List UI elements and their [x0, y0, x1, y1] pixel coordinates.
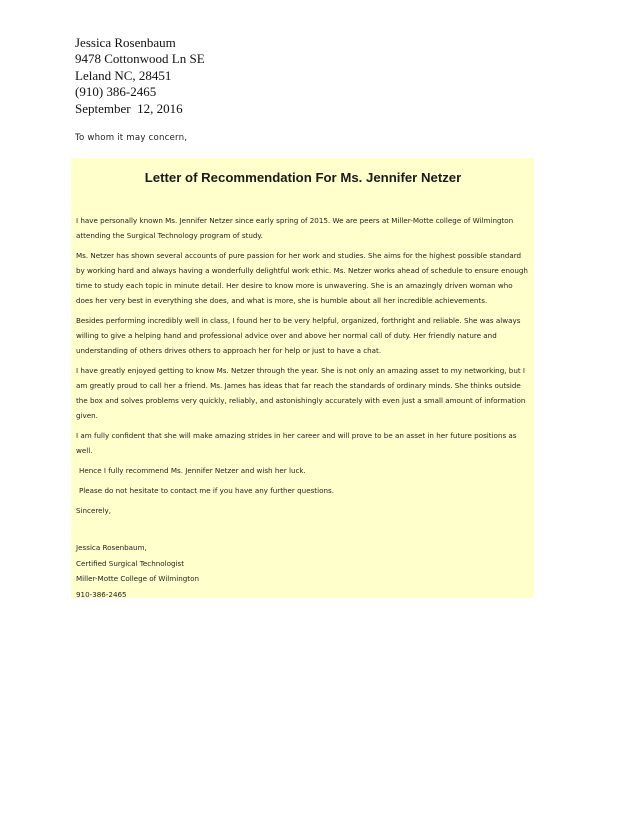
paragraph-helpful: Besides performing incredibly well in class, I found her to be very helpful, organized, forthright and reliable. She was always willing to give a helping hand and professional advice over and above her normal call of duty. Her friendly nature and understanding of others drives others to approach her for help or just to have a chat. — [76, 316, 521, 355]
sender-street: 9478 Cottonwood Ln SE — [75, 51, 205, 67]
sender-city: Leland NC, 28451 — [75, 67, 172, 83]
salutation: To whom it may concern, — [75, 133, 188, 143]
paragraph-passion: Ms. Netzer has shown several accounts of pure passion for her work and studies. She aims for the highest possible standard by working hard and always having a wonderfully delightful work ethic. Ms. Netzer works ahead of schedule to ensure enough time to study each topic in minute detail. Her desire to know more is unwavering. She is an amazingly driven woman who does her very best in everything she does, and what is more, she is humble about all her incredible achievements. — [76, 251, 528, 305]
paragraph-recommend: Hence I fully recommend Ms. Jennifer Netzer and wish her luck. — [79, 466, 306, 475]
paragraph-confidence: I am fully confident that she will make amazing strides in her career and will prove to be an asset in her future positions as well. — [76, 431, 517, 455]
signature-block — [76, 540, 530, 602]
sender-name: Jessica Rosenbaum — [75, 35, 176, 50]
letter-body-box — [71, 158, 534, 598]
sender-address-block — [75, 35, 205, 117]
signature-name: Jessica Rosenbaum, — [76, 543, 147, 552]
letter-date: September 12, 2016 — [75, 100, 183, 116]
signature-role: Certified Surgical Technologist — [76, 558, 185, 568]
sender-phone: (910) 386-2465 — [75, 84, 157, 100]
paragraph-intro: I have personally known Ms. Jennifer Netzer since early spring of 2015. We are peers at Miller-Motte college of Wilmington attending the Surgical Technology program of study. — [76, 216, 514, 240]
signature-school: Miller-Motte College of Wilmington — [76, 574, 199, 584]
letter-title: Letter of Recommendation For Ms. Jennifer Netzer — [144, 170, 462, 185]
signature-phone: 910-386-2465 — [76, 589, 127, 599]
paragraph-friendship: I have greatly enjoyed getting to know Ms. Netzer through the year. She is not only an amazing asset to my networking, but I am greatly proud to call her a friend. Ms. James has ideas that far reach the standards of ordinary minds. She thinks outside the box and solves problems very quickly, reliably, and astonishingly accurately with even just a small amount of information given. — [76, 366, 526, 420]
closing-sincerely: Sincerely, — [76, 506, 112, 515]
paragraph-contact: Please do not hesitate to contact me if you have any further questions. — [79, 486, 334, 495]
